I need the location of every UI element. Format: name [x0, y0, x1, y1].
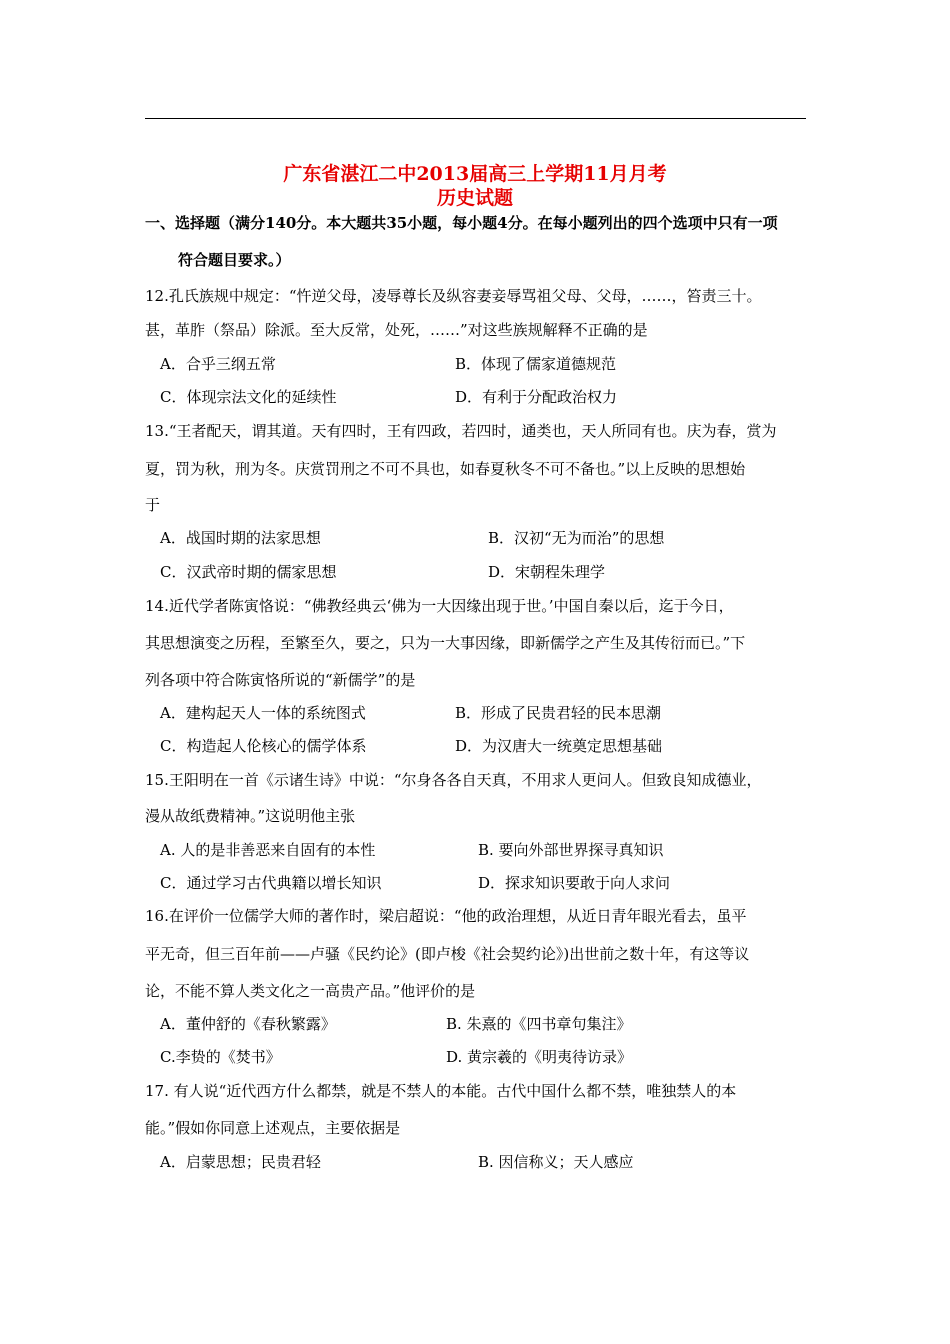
q14-stem-2: 其思想演变之历程，至繁至久，要之，只为一大事因缘，即新儒学之产生及其传衍而已。”下 [145, 634, 746, 652]
q14-stem-3: 列各项中符合陈寅恪所说的“新儒学”的是 [145, 671, 416, 689]
q15-stem-1: 15.王阳明在一首《示诸生诗》中说：“尔身各各自天真，不用求人更问人。但致良知成德业， [145, 771, 762, 789]
q17-option-a: A．启蒙思想；民贵君轻 [160, 1153, 321, 1171]
q12-stem-2: 甚，革胙（祭品）除派。至大反常，处死，……”对这些族规解释不正确的是 [145, 321, 648, 339]
q15-stem-2: 漫从故纸费精神。”这说明他主张 [145, 807, 356, 825]
q13-option-a: A．战国时期的法家思想 [160, 529, 321, 547]
q16-option-b: B. 朱熹的《四书章句集注》 [446, 1015, 632, 1033]
q17-stem-2: 能。”假如你同意上述观点，主要依据是 [145, 1119, 401, 1137]
q13-stem-3: 于 [145, 496, 161, 514]
q16-option-d: D. 黄宗羲的《明夷待访录》 [446, 1048, 633, 1066]
page-subtitle: 历史试题 [436, 187, 513, 209]
q16-stem-1: 16.在评价一位儒学大师的著作时，梁启超说：“他的政治理想，从近日青年眼光看去，虽平 [145, 907, 747, 925]
q15-option-d: D．探求知识要敢于向人求问 [478, 874, 671, 892]
q14-option-d: D．为汉唐大一统奠定思想基础 [455, 737, 663, 755]
q15-option-c: C．通过学习古代典籍以增长知识 [160, 874, 382, 892]
q12-option-b: B．体现了儒家道德规范 [455, 355, 617, 373]
q13-option-c: C．汉武帝时期的儒家思想 [160, 563, 337, 581]
page-title: 广东省湛江二中2013届高三上学期11月月考 [283, 163, 667, 185]
header-rule [145, 118, 806, 119]
q14-stem-1: 14.近代学者陈寅恪说：“佛教经典云‘佛为一大因缘出现于世。’中国自秦以后，迄于今日， [145, 597, 734, 615]
q14-option-b: B．形成了民贵君轻的民本思潮 [455, 704, 662, 722]
q17-option-b: B. 因信称义；天人感应 [478, 1153, 634, 1171]
q12-option-d: D．有利于分配政治权力 [455, 388, 618, 406]
section-heading-cont: 符合题目要求。） [178, 251, 291, 269]
q16-stem-3: 论，不能不算人类文化之一高贵产品。”他评价的是 [145, 982, 476, 1000]
q13-option-d: D．宋朝程朱理学 [488, 563, 606, 581]
q13-stem-1: 13.“王者配天，谓其道。天有四时，王有四政，若四时，通类也，天人所同有也。庆为春，赏为 [145, 422, 777, 440]
q16-option-a: A．董仲舒的《春秋繁露》 [160, 1015, 336, 1033]
q15-option-b: B. 要向外部世界探寻真知识 [478, 841, 664, 859]
q12-option-a: A．合乎三纲五常 [160, 355, 276, 373]
q12-option-c: C．体现宗法文化的延续性 [160, 388, 337, 406]
q17-stem-1: 17. 有人说“近代西方什么都禁，就是不禁人的本能。古代中国什么都不禁，唯独禁人的本 [145, 1082, 737, 1100]
q14-option-c: C．构造起人伦核心的儒学体系 [160, 737, 367, 755]
q15-option-a: A. 人的是非善恶来自固有的本性 [160, 841, 376, 859]
q13-stem-2: 夏，罚为秋，刑为冬。庆赏罚刑之不可不具也，如春夏秋冬不可不备也。”以上反映的思想始 [145, 460, 746, 478]
q13-option-b: B．汉初“无为而治”的思想 [488, 529, 665, 547]
q12-stem-1: 12.孔氏族规中规定：“忤逆父母，凌辱尊长及纵容妻妾辱骂祖父母、父母，……，笞责三十。 [145, 287, 762, 305]
section-heading: 一、选择题（满分140分。本大题共35小题，每小题4分。在每小题列出的四个选项中只有一项 [145, 214, 778, 232]
q16-option-c: C.李贽的《焚书》 [160, 1048, 281, 1066]
q14-option-a: A．建构起天人一体的系统图式 [160, 704, 366, 722]
q16-stem-2: 平无奇，但三百年前——卢骚《民约论》(即卢梭《社会契约论》)出世前之数十年，有这等议 [145, 945, 750, 963]
